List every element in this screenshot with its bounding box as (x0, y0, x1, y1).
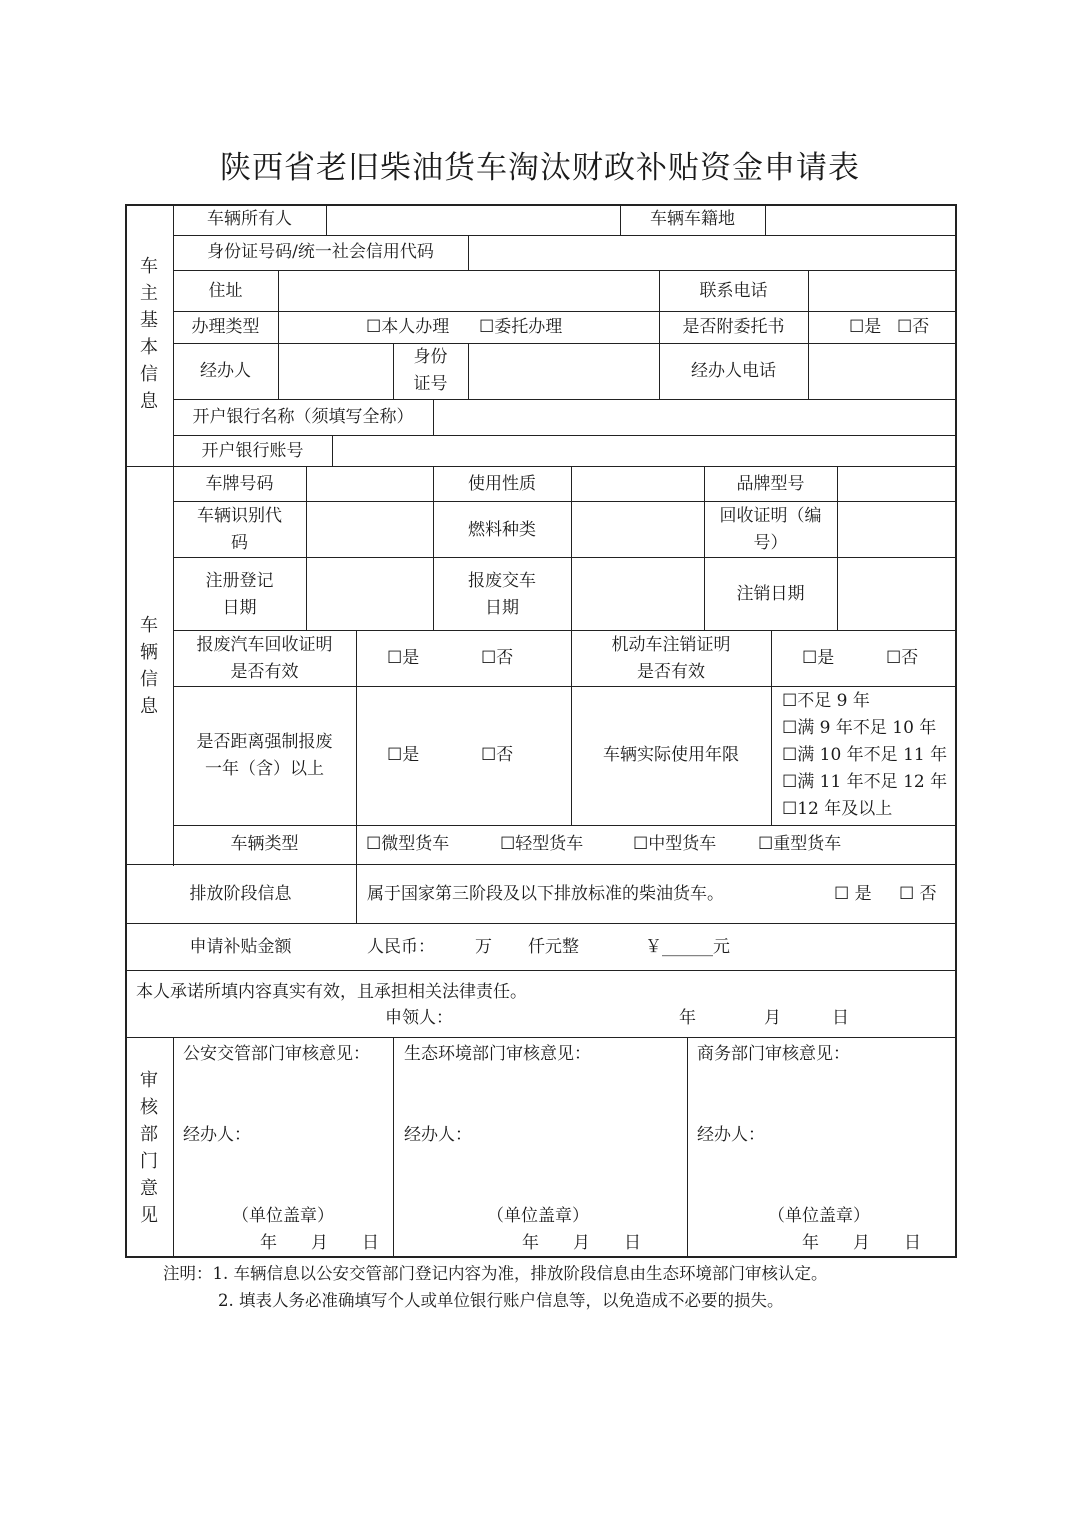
usage-label: 使用性质 (468, 474, 536, 494)
phone-label: 联系电话 (699, 281, 768, 301)
agent-phone-label: 经办人电话 (691, 361, 776, 381)
bank-account-label: 开户银行账号 (201, 441, 304, 461)
emission-statement: 属于国家第三阶段及以下排放标准的柴油货车。 (367, 884, 724, 904)
vin-label-1: 车辆识别代 (197, 506, 282, 526)
years-option-checkbox[interactable]: ☐不足 9 年 (782, 691, 870, 711)
brand-model-label: 品牌型号 (736, 474, 805, 494)
scrap-date-label-2: 日期 (485, 598, 519, 618)
vehicle-type-label: 车辆类型 (230, 834, 299, 854)
vehicle-type-checkbox[interactable]: ☐微型货车 (366, 834, 450, 854)
review-title-environment: 生态环境部门审核意见： (404, 1044, 591, 1064)
vehicle-section-label: 车辆信息 (140, 615, 158, 717)
amount-yen-field[interactable]: ￥______元 (645, 937, 730, 957)
owner-label: 车辆所有人 (207, 209, 292, 229)
promise-statement: 本人承诺所填内容真实有效，且承担相关法律责任。 (136, 982, 527, 1002)
handling-type-label: 办理类型 (191, 317, 260, 337)
scrap-cert-no-checkbox[interactable]: ☐否 (481, 648, 514, 668)
note-2: 2. 填表人务必准确填写个人或单位银行账户信息等，以免造成不必要的损失。 (218, 1291, 784, 1310)
agent-label: 经办人 (200, 361, 251, 381)
promise-day: 日 (832, 1008, 849, 1028)
amount-label: 申请补贴金额 (189, 937, 292, 957)
review-agent-environment: 经办人： (404, 1125, 472, 1145)
cancel-cert-no-checkbox[interactable]: ☐否 (886, 648, 919, 668)
recycle-cert-label-1: 回收证明（编 (719, 506, 822, 526)
review-date-police: 年 月 日 (260, 1233, 379, 1253)
review-agent-commerce: 经办人： (697, 1125, 765, 1145)
applicant-label: 申领人： (385, 1008, 453, 1028)
handling-delegate-checkbox[interactable]: ☐委托办理 (479, 317, 563, 337)
forced-scrap-yes-checkbox[interactable]: ☐是 (387, 745, 420, 765)
owner-section-label: 车主基本信息 (140, 256, 158, 412)
review-title-commerce: 商务部门审核意见： (697, 1044, 850, 1064)
amount-rmb-label: 人民币： (367, 937, 435, 957)
years-option-checkbox[interactable]: ☐满 10 年不足 11 年 (782, 745, 948, 765)
address-label: 住址 (208, 281, 243, 301)
cancel-cert-yes-checkbox[interactable]: ☐是 (802, 648, 835, 668)
vin-label-2: 码 (231, 533, 248, 553)
review-title-police: 公安交管部门审核意见： (183, 1044, 370, 1064)
forced-scrap-no-checkbox[interactable]: ☐否 (481, 745, 514, 765)
forced-scrap-label-2: 一年（含）以上 (205, 759, 324, 779)
review-date-environment: 年 月 日 (522, 1233, 641, 1253)
amount-wan-label: 万 (475, 937, 492, 957)
actual-years-label: 车辆实际使用年限 (603, 745, 739, 765)
agent-id-label-1: 身份 (413, 347, 448, 367)
review-section-label: 审核部门意见 (140, 1070, 158, 1226)
review-seal-police: （单位盖章） (232, 1206, 334, 1226)
scrap-cert-yes-checkbox[interactable]: ☐是 (387, 648, 420, 668)
review-seal-environment: （单位盖章） (487, 1206, 589, 1226)
vehicle-type-checkbox[interactable]: ☐轻型货车 (500, 834, 584, 854)
reg-date-label-2: 日期 (222, 598, 257, 618)
note-1: 注明：1. 车辆信息以公安交管部门登记内容为准，排放阶段信息由生态环境部门审核认定。 (163, 1264, 828, 1283)
recycle-cert-label-2: 号） (753, 533, 788, 553)
review-agent-police: 经办人： (183, 1125, 251, 1145)
scrap-cert-valid-label-1: 报废汽车回收证明 (196, 635, 333, 655)
emission-label: 排放阶段信息 (189, 884, 292, 904)
review-date-commerce: 年 月 日 (802, 1233, 921, 1253)
scrap-date-label-1: 报废交车 (468, 571, 536, 591)
reg-date-label-1: 注册登记 (205, 571, 274, 591)
cancel-cert-valid-label-2: 是否有效 (637, 662, 705, 682)
scrap-cert-valid-label-2: 是否有效 (230, 662, 299, 682)
registration-place-label: 车辆车籍地 (650, 209, 735, 229)
years-option-checkbox[interactable]: ☐满 9 年不足 10 年 (782, 718, 937, 738)
years-option-checkbox[interactable]: ☐满 11 年不足 12 年 (782, 772, 948, 792)
bank-name-label: 开户银行名称（须填写全称） (192, 407, 414, 427)
attach-no-checkbox[interactable]: ☐否 (897, 317, 930, 337)
attach-yes-checkbox[interactable]: ☐是 (849, 317, 882, 337)
emission-yes-checkbox[interactable]: ☐ 是 (834, 884, 872, 904)
emission-no-checkbox[interactable]: ☐ 否 (899, 884, 937, 904)
agent-id-label-2: 证号 (413, 374, 448, 394)
id-number-label: 身份证号码/统一社会信用代码 (207, 242, 434, 262)
review-seal-commerce: （单位盖章） (768, 1206, 870, 1226)
years-option-checkbox[interactable]: ☐12 年及以上 (782, 799, 893, 819)
plate-label: 车牌号码 (205, 474, 274, 494)
cancel-cert-valid-label-1: 机动车注销证明 (611, 635, 731, 655)
forced-scrap-label-1: 是否距离强制报废 (196, 732, 333, 752)
form-title: 陕西省老旧柴油货车淘汰财政补贴资金申请表 (220, 150, 860, 186)
cancel-date-label: 注销日期 (736, 584, 805, 604)
promise-month: 月 (764, 1008, 781, 1028)
amount-qian-label: 仟元整 (528, 937, 579, 957)
promise-year: 年 (679, 1008, 696, 1028)
attach-authorization-label: 是否附委托书 (682, 317, 785, 337)
fuel-label: 燃料种类 (468, 520, 536, 540)
vehicle-type-checkbox[interactable]: ☐中型货车 (633, 834, 717, 854)
handling-self-checkbox[interactable]: ☐本人办理 (366, 317, 450, 337)
vehicle-type-checkbox[interactable]: ☐重型货车 (758, 834, 842, 854)
